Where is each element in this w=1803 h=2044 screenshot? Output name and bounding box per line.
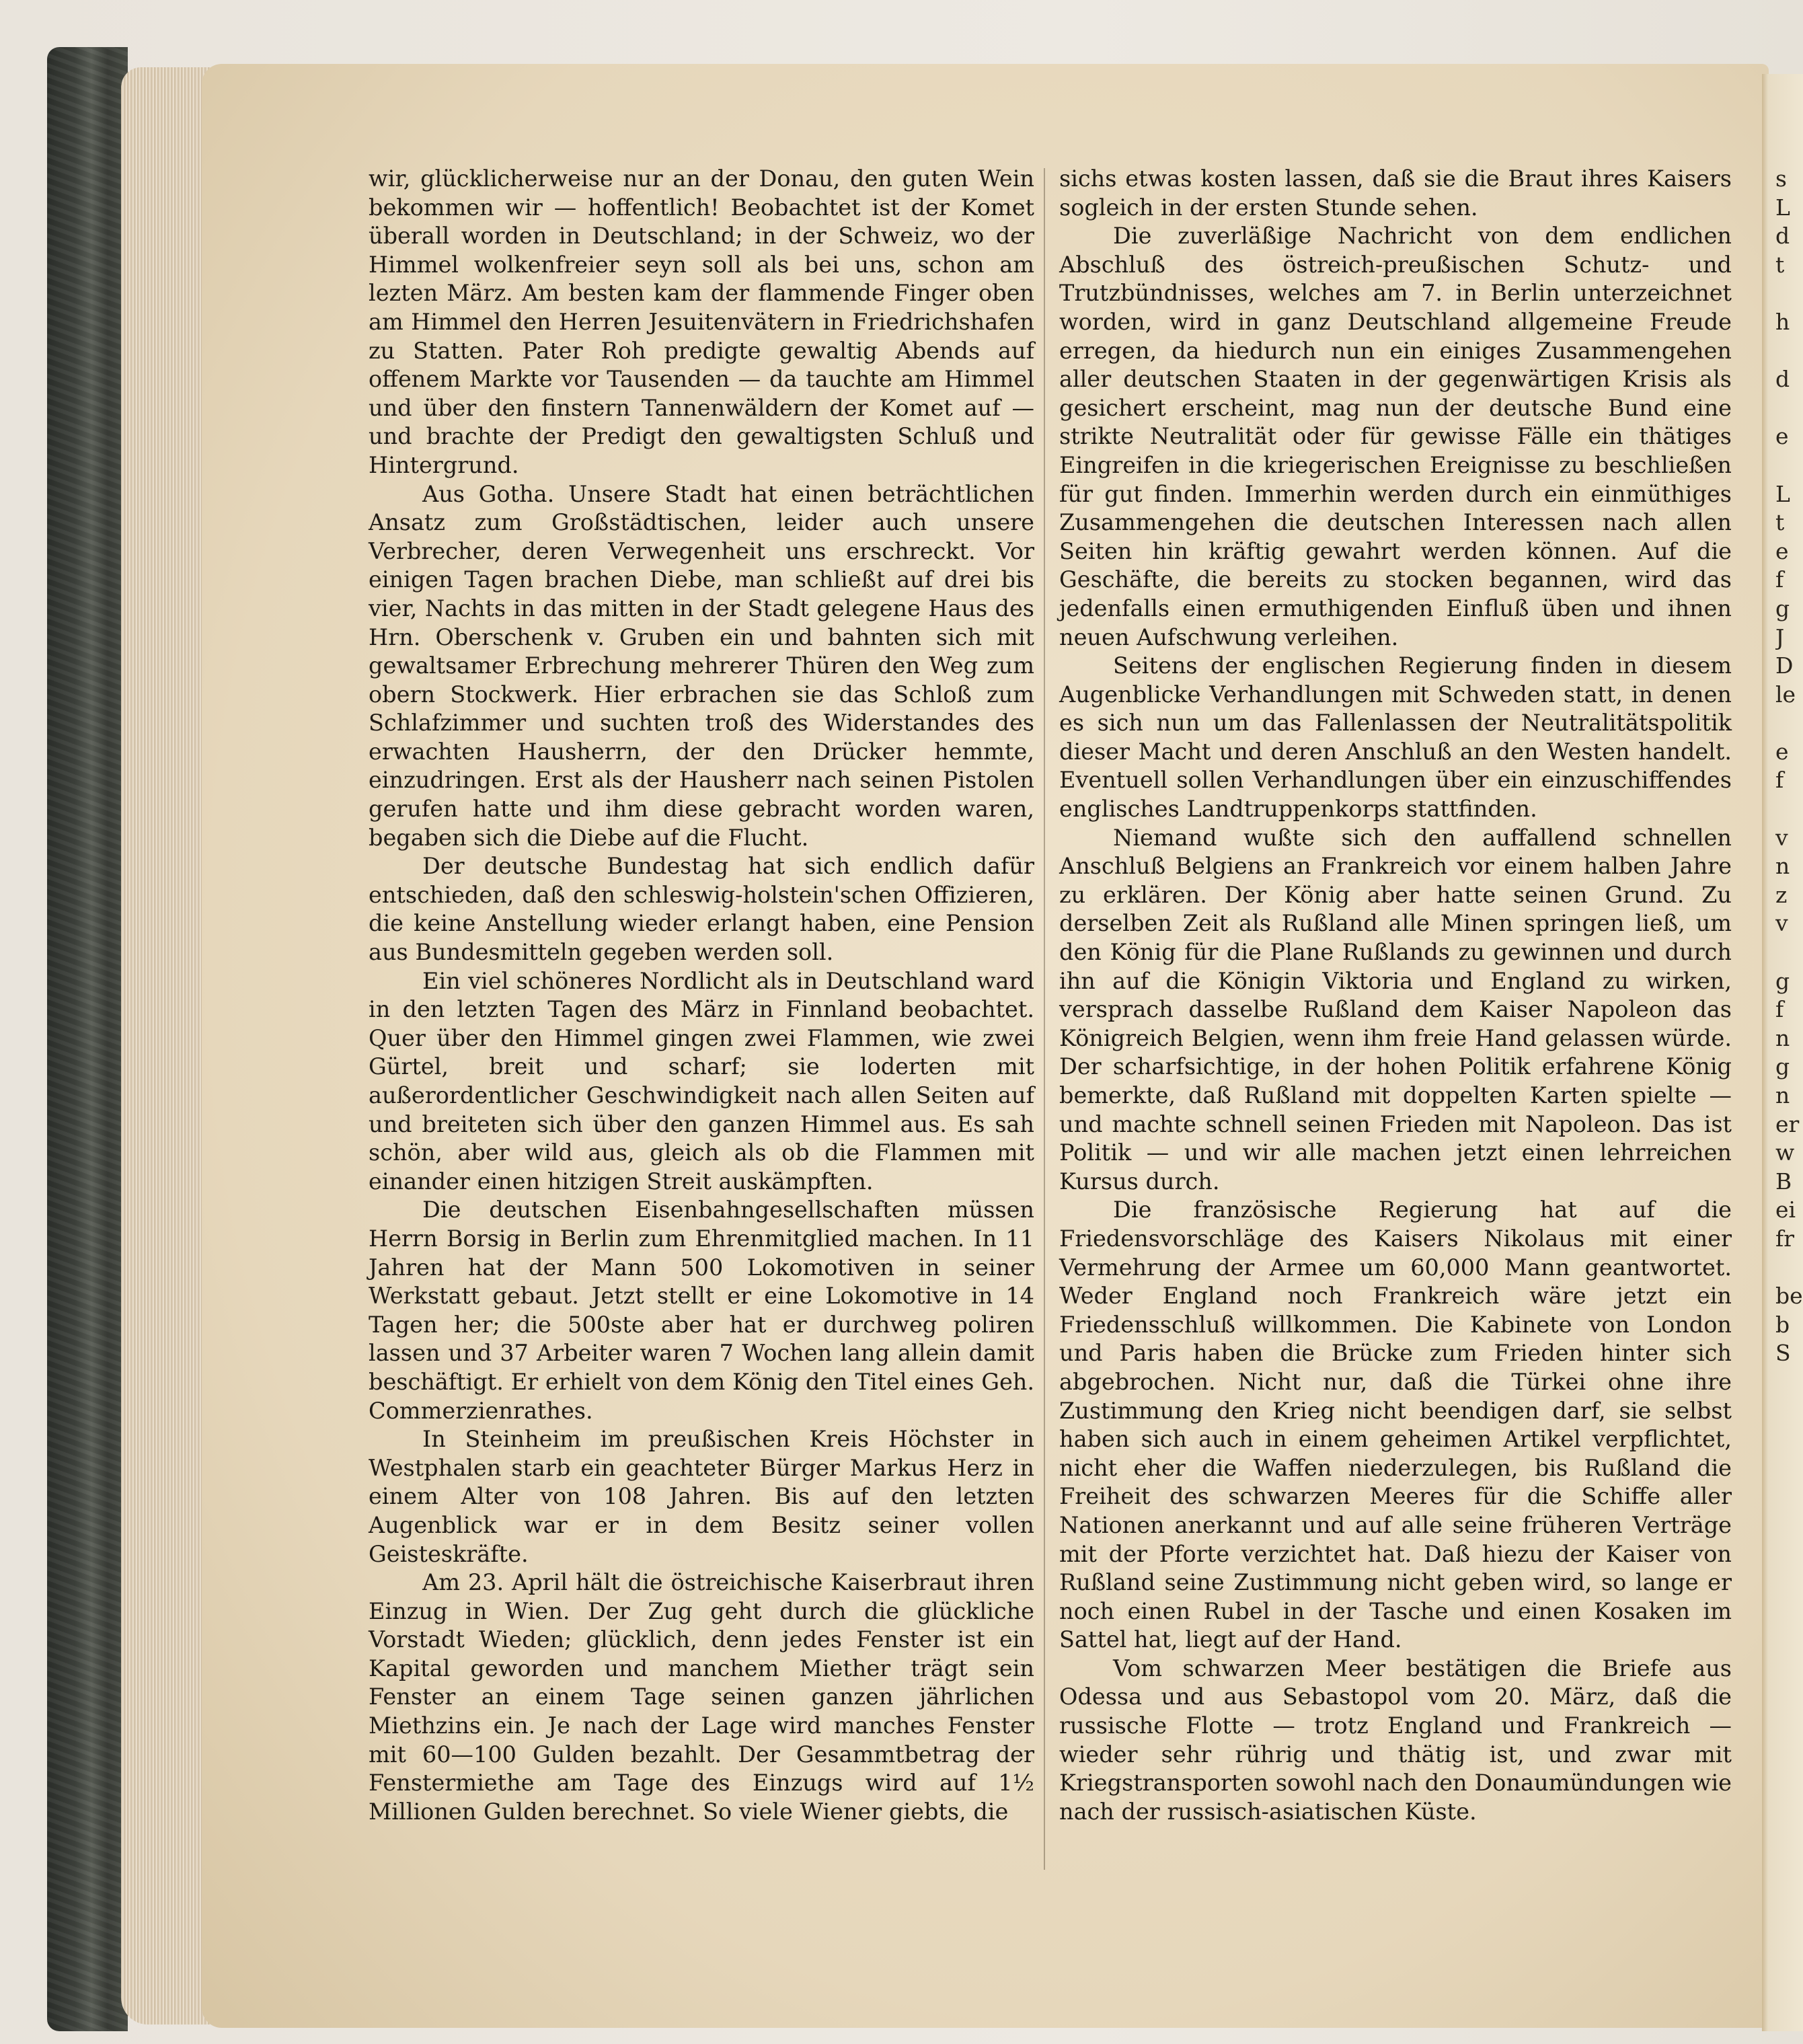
column-divider bbox=[1044, 168, 1045, 1870]
paragraph: Seitens der englischen Regierung finden in diesem Augenblicke Verhandlungen mit Schweden statt, in denen es sich nun um das Fallenlassen der Neutralitätspolitik dieser Macht und deren Anschluß an den Westen handelt. Eventuell sollen Verhandlungen über ein einzuschiffendes englisches Landtruppenkorps stattfinden. bbox=[1059, 652, 1732, 823]
paragraph: Aus Gotha. Unsere Stadt hat einen beträchtlichen Ansatz zum Großstädtischen, leider auch unsere Verbrecher, deren Verwegenheit uns erschreckt. Vor einigen Tagen brachen Diebe, man schließt auf drei bis vier, Nachts in das mitten in der Stadt gelegene Haus des Hrn. Oberschenk v. Gruben ein und bahnten sich mit gewaltsamer Erbrechung mehrerer Thüren den Weg zum obern Stockwerk. Hier erbrachen sie das Schloß zum Schlafzimmer und suchten troß des Widerstandes des erwachten Hausherrn, der den Drücker hemmte, einzudringen. Erst als der Hausherr nach seinen Pistolen gerufen hatte und ihm diese gebracht worden waren, begaben sich die Diebe auf die Flucht. bbox=[369, 480, 1034, 851]
paragraph: Die deutschen Eisenbahngesellschaften müssen Herrn Borsig in Berlin zum Ehrenmitglied machen. In 11 Jahren hat der Mann 500 Lokomotiven in seiner Werkstatt gebaut. Jetzt stellt er eine Lokomotive in 14 Tagen her; die 500ste aber hat er durchweg poliren lassen und 37 Arbeiter waren 7 Wochen lang allein damit beschäftigt. Er erhielt von dem König den Titel eines Geh. Commerzienrathes. bbox=[369, 1197, 1034, 1424]
right-text-column bbox=[1059, 165, 1732, 1826]
paragraph: Die französische Regierung hat auf die Friedensvorschläge des Kaisers Nikolaus mit einer Vermehrung der Armee um 60,000 Mann geantwortet. Weder England noch Frankreich wäre jetzt ein Friedensschluß willkommen. Die Kabinete von London und Paris haben die Brücke zum Frieden hinter sich abgebrochen. Nicht nur, daß die Türkei ohne ihre Zustimmung den Krieg nicht beendigen darf, sie selbst haben sich auch in einem geheimen Artikel verpflichtet, nicht eher die Waffen niederzulegen, bis Rußland die Freiheit des schwarzen Meeres für die Schiffe aller Nationen anerkannt und auf alle seine früheren Verträge mit der Pforte verzichtet hat. Daß hiezu der Kaiser von Rußland seine Zustimmung nicht geben wird, so lange er noch einen Rubel in der Tasche und einen Kosaken im Sattel hat, liegt auf der Hand. bbox=[1059, 1197, 1732, 1653]
paragraph: Am 23. April hält die östreichische Kaiserbraut ihren Einzug in Wien. Der Zug geht durch die glückliche Vorstadt Wieden; glücklich, denn jedes Fenster ist ein Kapital geworden und manchem Miether trägt sein Fenster an einem Tage seinen ganzen jährlichen Miethzins ein. Je nach der Lage wird manches Fenster mit 60—100 Gulden bezahlt. Der Gesammtbetrag der Fenstermiethe am Tage des Einzugs wird auf 1½ Millionen Gulden berechnet. So viele Wiener giebts, die bbox=[369, 1569, 1034, 1825]
page-edges bbox=[121, 67, 215, 2024]
paragraph: sichs etwas kosten lassen, daß sie die Braut ihres Kaisers sogleich in der ersten Stunde sehen. bbox=[1059, 165, 1732, 221]
paragraph: Die zuverläßige Nachricht von dem endlichen Abschluß des östreich-preußischen Schutz- und Trutzbündnisses, welches am 7. in Berlin unterzeichnet worden, wird in ganz Deutschland allgemeine Freude erregen, da hiedurch nun ein einiges Zusammengehen aller deutschen Staaten in der gegenwärtigen Krisis als gesichert erscheint, mag nun der deutsche Bund eine strikte Neutralität oder für gewisse Fälle ein thätiges Eingreifen in die kriegerischen Ereignisse zu beschließen für gut finden. Immerhin werden durch ein einmüthiges Zusammengehen die deutschen Interessen nach allen Seiten hin kräftig gewahrt werden können. Auf die Geschäfte, die bereits zu stocken begannen, wird das jedenfalls einen ermuthigenden Einfluß üben und ihnen neuen Aufschwung verleihen. bbox=[1059, 223, 1732, 650]
paragraph: Vom schwarzen Meer bestätigen die Briefe aus Odessa und aus Sebastopol vom 20. März, daß die russische Flotte — trotz England und Frankreich — wieder sehr rührig und thätig ist, und zwar mit Kriegstransporten sowohl nach den Donaumündungen wie nach der russisch-asiatischen Küste. bbox=[1059, 1655, 1732, 1825]
paragraph: Ein viel schöneres Nordlicht als in Deutschland ward in den letzten Tagen des März in Finnland beobachtet. Quer über den Himmel gingen zwei Flammen, wie zwei Gürtel, breit und scharf; sie loderten mit außerordentlicher Geschwindigkeit nach allen Seiten auf und breiteten sich über den ganzen Himmel aus. Es sah schön, aber wild aus, gleich als ob die Flammen mit einander einen hitzigen Streit auskämpften. bbox=[369, 967, 1034, 1195]
paragraph: In Steinheim im preußischen Kreis Höchster in Westphalen starb ein geachteter Bürger Markus Herz in einem Alter von 108 Jahren. Bis auf den letzten Augenblick war er in dem Besitz seiner vollen Geisteskräfte. bbox=[369, 1426, 1034, 1567]
next-page-text-fragment: s L d t h d e L t e f g J D le e f v n z v g f n g n er w B ei fr be b S bbox=[1775, 165, 1803, 1367]
book-cover bbox=[47, 47, 128, 2031]
left-text-column bbox=[369, 165, 1034, 1826]
cover-texture bbox=[47, 47, 128, 2031]
paragraph: wir, glücklicherweise nur an der Donau, den guten Wein bekommen wir — hoffentlich! Beobachtet ist der Komet überall worden in Deutschland; in der Schweiz, wo der Himmel wolkenfreier seyn soll als bei uns, schon am lezten März. Am besten kam der flammende Finger oben am Himmel den Herren Jesuitenvätern in Friedrichshafen zu Statten. Pater Roh predigte gewaltig Abends auf offenem Markte vor Tausenden — da tauchte am Himmel und über den finstern Tannenwäldern der Komet auf — und brachte der Predigt den gewaltigsten Schluß und Hintergrund. bbox=[369, 165, 1034, 478]
paragraph: Niemand wußte sich den auffallend schnellen Anschluß Belgiens an Frankreich vor einem halben Jahre zu erklären. Der König aber hatte seinen Grund. Zu derselben Zeit als Rußland alle Minen springen ließ, um den König für die Plane Rußlands zu gewinnen und durch ihn auf die Königin Viktoria und England zu wirken, versprach dasselbe Rußland dem Kaiser Napoleon das Königreich Belgien, wenn ihm freie Hand gelassen würde. Der scharfsichtige, in der hohen Politik erfahrene König bemerkte, daß Rußland mit doppelten Karten spielte — und machte schnell seinen Frieden mit Napoleon. Das ist Politik — und wir alle machen jetzt einen lehrreichen Kursus durch. bbox=[1059, 824, 1732, 1195]
paragraph: Der deutsche Bundestag hat sich endlich dafür entschieden, daß den schleswig-holstein'schen Offizieren, die keine Anstellung wieder erlangt haben, eine Pension aus Bundesmitteln gegeben werden soll. bbox=[369, 853, 1034, 966]
